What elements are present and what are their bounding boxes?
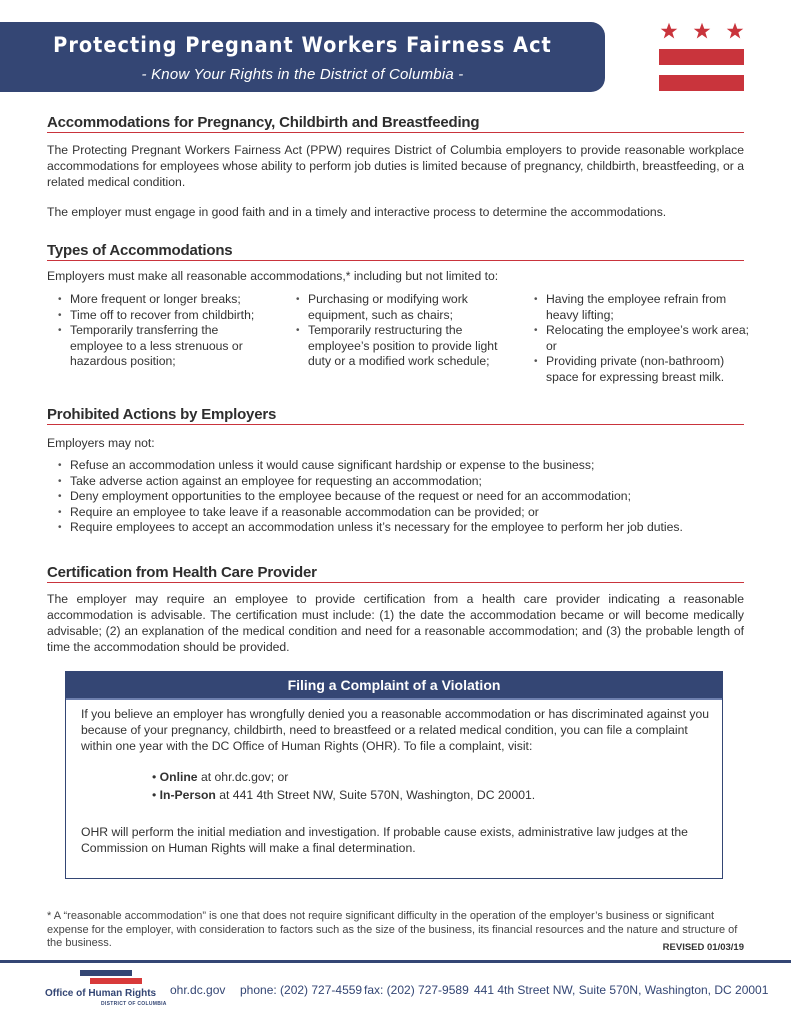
list-item: • Purchasing or modifying work equipment, such as chairs; — [296, 292, 506, 323]
section-heading-types: Types of Accommodations — [47, 242, 744, 261]
list-item: • Require an employee to take leave if a reasonable accommodation can be provided; or — [58, 505, 748, 521]
page-subtitle: - Know Your Rights in the District of Columbia - — [141, 66, 464, 83]
prohibited-intro: Employers may not: — [47, 436, 155, 450]
list-item: • Time off to recover from childbirth; — [58, 308, 268, 324]
footer-fax: fax: (202) 727-9589 — [364, 983, 469, 997]
list-item: • Require employees to accept an accommodation unless it’s necessary for the employee to perform her job duties. — [58, 520, 748, 536]
footer-website[interactable]: ohr.dc.gov — [170, 983, 226, 997]
section-heading-certification: Certification from Health Care Provider — [47, 564, 744, 583]
star-icon — [660, 22, 678, 40]
section-heading-prohibited: Prohibited Actions by Employers — [47, 406, 744, 425]
footer-address: 441 4th Street NW, Suite 570N, Washington, DC 20001 — [474, 983, 769, 997]
accommodation-column — [296, 292, 506, 370]
complaint-options — [152, 768, 535, 804]
accommodation-column — [534, 292, 749, 385]
prohibited-list — [58, 458, 748, 536]
logo-subtitle: DISTRICT OF COLUMBIA — [101, 1001, 167, 1007]
complaint-option-in-person: • In-Person at 441 4th Street NW, Suite 570N, Washington, DC 20001. — [152, 786, 535, 804]
complaint-heading: Filing a Complaint of a Violation — [66, 672, 722, 700]
types-intro: Employers must make all reasonable accommodations,* including but not limited to: — [47, 269, 499, 283]
list-item: • Providing private (non-bathroom) space for expressing breast milk. — [534, 354, 749, 385]
certification-paragraph: The employer may require an employee to provide certification from a health care provider indicating a reasonable accommodation is advisable. The certification must include: (1) the date the accommodation became or will become medically advisable; (2) an explanation of the medical condition and need for a reasonable accommodation; and (3) the probable length of time the accommodation should be provided. — [47, 592, 744, 654]
list-item: • More frequent or longer breaks; — [58, 292, 268, 308]
footer-divider — [0, 960, 791, 963]
complaint-option-online: • Online at ohr.dc.gov; or — [152, 768, 535, 786]
section-heading-accommodations: Accommodations for Pregnancy, Childbirth and Breastfeeding — [47, 114, 744, 133]
list-item: • Refuse an accommodation unless it would cause significant hardship or expense to the business; — [58, 458, 748, 474]
footer-phone: phone: (202) 727-4559 — [240, 983, 363, 997]
list-item: • Temporarily transferring the employee to a less strenuous or hazardous position; — [58, 323, 268, 370]
list-item: • Relocating the employee’s work area; or — [534, 323, 749, 354]
revised-date: REVISED 01/03/19 — [662, 942, 744, 953]
accommodation-column — [58, 292, 268, 370]
footnote: * A “reasonable accommodation” is one that does not require significant difficulty in the operation of the employer’s business or significant expense for the employer, with consideration to factors such as the size of the business, its financial resources and the nature and structure of the business. — [47, 910, 738, 949]
ohr-logo — [45, 970, 167, 1015]
list-item: • Temporarily restructuring the employee’s position to provide light duty or a modified work schedule; — [296, 323, 506, 370]
complaint-intro: If you believe an employer has wrongfully denied you a reasonable accommodation or has discriminated against you because of your pregnancy, childbirth, need to breastfeed or a related medical condition, you can file a complaint within one year with the DC Office of Human Rights (OHR). To file a complaint, visit: — [81, 707, 710, 753]
list-item: • Take adverse action against an employee for requesting an accommodation; — [58, 474, 748, 490]
accommodations-paragraph: The Protecting Pregnant Workers Fairness Act (PPW) requires District of Columbia employers to provide reasonable workplace accommodations for employees whose ability to perform job duties is limited because of pregnancy, childbirth, breastfeeding, or a related medical condition. — [47, 143, 744, 189]
page-title: Protecting Pregnant Workers Fairness Act — [53, 33, 552, 57]
accommodations-paragraph: The employer must engage in good faith and in a timely and interactive process to determine the accommodations. — [47, 205, 667, 219]
logo-stripe — [90, 978, 142, 984]
complaint-closing: OHR will perform the initial mediation and investigation. If probable cause exists, administrative law judges at the Commission on Human Rights will make a final determination. — [81, 825, 688, 855]
star-icon — [726, 22, 744, 40]
list-item: • Having the employee refrain from heavy lifting; — [534, 292, 749, 323]
flag-bar — [659, 49, 744, 65]
title-banner — [0, 22, 605, 92]
flag-bar — [659, 75, 744, 91]
list-item: • Deny employment opportunities to the employee because of the request or need for an accommodation; — [58, 489, 748, 505]
logo-stripe — [80, 970, 132, 976]
dc-flag-icon — [659, 22, 744, 92]
star-icon — [693, 22, 711, 40]
logo-name: Office of Human Rights — [45, 988, 157, 999]
complaint-box — [65, 671, 723, 879]
